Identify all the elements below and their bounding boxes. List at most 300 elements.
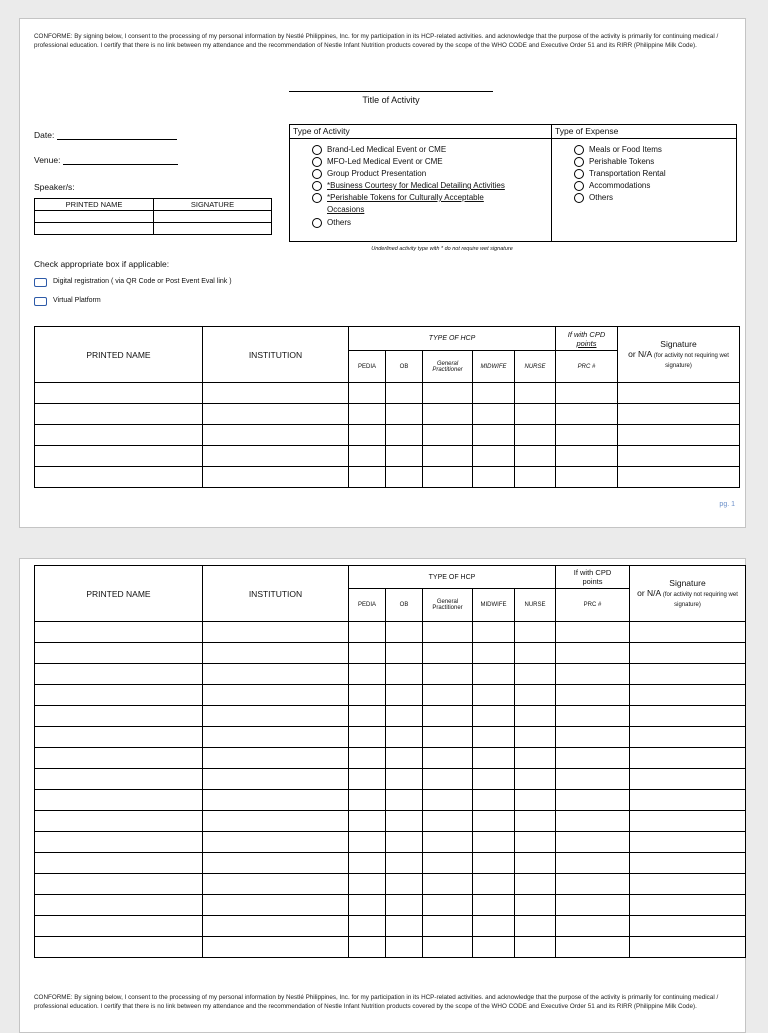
attendance-cell[interactable] (349, 404, 386, 425)
activity-radio-brand[interactable] (312, 145, 322, 155)
na-note: (for activity not requiring wet signature) (653, 352, 729, 369)
activity-option-label: Group Product Presentation (327, 169, 427, 178)
activity-radio-mfo[interactable] (312, 157, 322, 167)
col-cpd (556, 327, 618, 351)
attendance-cell[interactable] (630, 916, 746, 937)
attendance-cell[interactable] (473, 425, 515, 446)
attendance-cell[interactable] (473, 664, 515, 685)
attendance-cell[interactable] (203, 706, 349, 727)
attendance-cell[interactable] (515, 664, 556, 685)
attendance-row (35, 853, 746, 874)
col-cpd (556, 566, 630, 589)
attendance-cell[interactable] (349, 937, 386, 958)
attendance-cell[interactable] (515, 895, 556, 916)
attendance-cell[interactable] (35, 425, 203, 446)
attendance-cell[interactable] (203, 811, 349, 832)
attendance-cell[interactable] (203, 895, 349, 916)
attendance-cell[interactable] (473, 937, 515, 958)
attendance-cell[interactable] (423, 895, 473, 916)
col-type-of-hcp: TYPE OF HCP (349, 566, 556, 589)
attendance-cell[interactable] (35, 643, 203, 664)
attendance-cell[interactable] (35, 937, 203, 958)
title-line[interactable] (289, 91, 493, 92)
attendance-cell[interactable] (423, 811, 473, 832)
attendance-cell[interactable] (35, 748, 203, 769)
attendance-cell[interactable] (618, 467, 740, 488)
col-pedia: PEDIA (349, 589, 386, 622)
type-of-activity-box (289, 124, 552, 242)
attendance-cell[interactable] (556, 664, 630, 685)
venue-field[interactable] (34, 155, 178, 165)
attendance-cell[interactable] (349, 811, 386, 832)
attendance-cell[interactable] (386, 685, 423, 706)
signature-heading: Signature (660, 338, 697, 349)
attendance-row (35, 685, 746, 706)
speaker-cell[interactable] (154, 211, 272, 223)
attendance-cell[interactable] (203, 748, 349, 769)
digital-registration-label: Digital registration ( via QR Code or Post Event Eval link ) (53, 278, 232, 285)
attendance-cell[interactable] (35, 706, 203, 727)
attendance-cell[interactable] (556, 895, 630, 916)
attendance-cell[interactable] (35, 769, 203, 790)
conforme-text-page-2: CONFORME: By signing below, I consent to the processing of my personal information by Nestlé Philippines, Inc. for my participation in its HCP-related activities. and acknowledge that the purpose of the activity is primarily for continuing medical / professional education. I certify that there is no link between my attendance and the recommendation of Nestle Infant Nutrition products covered by the scope of the WHO CODE and Executive Order 51 and its RIRR (Philippine Milk Code). (34, 994, 719, 1010)
attendance-body-page-2 (35, 622, 746, 958)
attendance-cell[interactable] (423, 790, 473, 811)
attendance-cell[interactable] (515, 769, 556, 790)
type-of-activity-heading: Type of Activity (293, 126, 350, 136)
attendance-cell[interactable] (349, 769, 386, 790)
attendance-cell[interactable] (423, 446, 473, 467)
type-of-expense-box (551, 124, 737, 242)
virtual-platform-checkbox[interactable] (34, 297, 47, 306)
attendance-cell[interactable] (35, 685, 203, 706)
attendance-cell[interactable] (386, 853, 423, 874)
date-field[interactable] (34, 130, 177, 140)
attendance-cell[interactable] (473, 769, 515, 790)
attendance-cell[interactable] (349, 874, 386, 895)
attendance-body-page-1 (35, 383, 740, 488)
attendance-cell[interactable] (473, 727, 515, 748)
attendance-cell[interactable] (386, 404, 423, 425)
attendance-cell[interactable] (35, 916, 203, 937)
attendance-cell[interactable] (203, 769, 349, 790)
activity-radio-perishable[interactable] (312, 193, 322, 203)
attendance-cell[interactable] (386, 916, 423, 937)
attendance-cell[interactable] (556, 643, 630, 664)
attendance-cell[interactable] (515, 916, 556, 937)
cpd-line-2: points (576, 338, 597, 348)
col-pedia: PEDIA (349, 351, 386, 383)
attendance-cell[interactable] (423, 383, 473, 404)
attendance-cell[interactable] (423, 685, 473, 706)
attendance-cell[interactable] (556, 874, 630, 895)
attendance-cell[interactable] (349, 622, 386, 643)
attendance-cell[interactable] (386, 425, 423, 446)
speakers-label: Speaker/s: (34, 182, 75, 192)
activity-option-label: Others (327, 218, 352, 227)
attendance-row (35, 790, 746, 811)
attendance-cell[interactable] (203, 383, 349, 404)
attendance-cell[interactable] (473, 811, 515, 832)
date-line[interactable] (57, 139, 177, 140)
attendance-cell[interactable] (630, 937, 746, 958)
cpd-line-1: If with CPD (567, 329, 606, 339)
attendance-row (35, 916, 746, 937)
attendance-cell[interactable] (473, 446, 515, 467)
expense-option-label: Meals or Food Items (589, 145, 662, 154)
attendance-cell[interactable] (349, 664, 386, 685)
attendance-row (35, 425, 740, 446)
attendance-cell[interactable] (630, 664, 746, 685)
attendance-cell[interactable] (423, 664, 473, 685)
attendance-cell[interactable] (618, 383, 740, 404)
attendance-cell[interactable] (630, 685, 746, 706)
activity-radio-others[interactable] (312, 218, 322, 228)
attendance-cell[interactable] (386, 769, 423, 790)
attendance-cell[interactable] (618, 404, 740, 425)
attendance-cell[interactable] (473, 622, 515, 643)
attendance-cell[interactable] (35, 790, 203, 811)
attendance-cell[interactable] (630, 853, 746, 874)
attendance-cell[interactable] (423, 706, 473, 727)
attendance-cell[interactable] (349, 706, 386, 727)
attendance-cell[interactable] (203, 467, 349, 488)
attendance-cell[interactable] (349, 895, 386, 916)
expense-option-label: Transportation Rental (589, 169, 666, 178)
speaker-col-name: PRINTED NAME (35, 199, 154, 211)
col-institution: INSTITUTION (203, 566, 349, 622)
attendance-cell[interactable] (203, 425, 349, 446)
activity-option-label: *Perishable Tokens for Culturally Acceptable (327, 193, 484, 202)
attendance-cell[interactable] (386, 895, 423, 916)
attendance-cell[interactable] (473, 916, 515, 937)
expense-radio-transport[interactable] (574, 169, 584, 179)
attendance-cell[interactable] (515, 425, 556, 446)
col-gp: General Practitioner (423, 351, 473, 383)
attendance-cell[interactable] (515, 853, 556, 874)
attendance-cell[interactable] (386, 790, 423, 811)
attendance-cell[interactable] (386, 622, 423, 643)
attendance-cell[interactable] (423, 937, 473, 958)
speaker-table (34, 198, 272, 235)
activity-option-label: Brand-Led Medical Event or CME (327, 145, 447, 154)
check-label: Check appropriate box if applicable: (34, 259, 170, 269)
expense-option-label: Accommodations (589, 181, 651, 190)
col-ob: OB (386, 589, 423, 622)
attendance-table-page-2 (34, 565, 746, 958)
expense-option-label: Perishable Tokens (589, 157, 655, 166)
attendance-cell[interactable] (630, 832, 746, 853)
cpd-line-2: points (582, 577, 603, 586)
attendance-cell[interactable] (423, 853, 473, 874)
attendance-cell[interactable] (515, 874, 556, 895)
attendance-cell[interactable] (423, 727, 473, 748)
attendance-cell[interactable] (423, 622, 473, 643)
signature-heading: Signature (669, 577, 706, 588)
attendance-cell[interactable] (35, 895, 203, 916)
attendance-cell[interactable] (556, 727, 630, 748)
expense-radio-accommodations[interactable] (574, 181, 584, 191)
or-na-label: or N/A (637, 587, 662, 598)
digital-registration-checkbox[interactable] (34, 278, 47, 287)
attendance-row (35, 811, 746, 832)
attendance-cell[interactable] (35, 727, 203, 748)
attendance-cell[interactable] (349, 425, 386, 446)
expense-option-label: Others (589, 193, 614, 202)
attendance-cell[interactable] (556, 790, 630, 811)
attendance-cell[interactable] (35, 622, 203, 643)
activity-option-label: MFO-Led Medical Event or CME (327, 157, 443, 166)
attendance-cell[interactable] (349, 467, 386, 488)
attendance-cell[interactable] (203, 446, 349, 467)
speaker-cell[interactable] (35, 223, 154, 235)
attendance-cell[interactable] (423, 404, 473, 425)
attendance-cell[interactable] (423, 467, 473, 488)
attendance-cell[interactable] (386, 383, 423, 404)
attendance-cell[interactable] (203, 853, 349, 874)
attendance-cell[interactable] (386, 664, 423, 685)
attendance-cell[interactable] (386, 811, 423, 832)
attendance-cell[interactable] (515, 622, 556, 643)
attendance-cell[interactable] (515, 748, 556, 769)
or-na-wrap (630, 588, 745, 610)
attendance-cell[interactable] (349, 916, 386, 937)
attendance-cell[interactable] (515, 790, 556, 811)
attendance-cell[interactable] (35, 664, 203, 685)
attendance-cell[interactable] (556, 404, 618, 425)
attendance-cell[interactable] (349, 832, 386, 853)
attendance-cell[interactable] (473, 853, 515, 874)
attendance-cell[interactable] (515, 937, 556, 958)
attendance-row (35, 895, 746, 916)
attendance-cell[interactable] (515, 811, 556, 832)
attendance-cell[interactable] (473, 685, 515, 706)
attendance-cell[interactable] (386, 727, 423, 748)
attendance-cell[interactable] (35, 853, 203, 874)
expense-radio-others[interactable] (574, 193, 584, 203)
attendance-cell[interactable] (556, 832, 630, 853)
attendance-cell[interactable] (630, 643, 746, 664)
attendance-cell[interactable] (515, 727, 556, 748)
attendance-cell[interactable] (35, 832, 203, 853)
col-prc: PRC # (556, 589, 630, 622)
attendance-cell[interactable] (35, 446, 203, 467)
attendance-cell[interactable] (618, 446, 740, 467)
attendance-cell[interactable] (423, 425, 473, 446)
col-midwife: MIDWIFE (473, 351, 515, 383)
venue-line[interactable] (63, 164, 178, 165)
attendance-cell[interactable] (349, 727, 386, 748)
expense-radio-perishable[interactable] (574, 157, 584, 167)
page-number: pg. 1 (719, 501, 735, 508)
form-page-2 (19, 558, 746, 1033)
speaker-col-signature: SIGNATURE (154, 199, 272, 211)
virtual-platform-label: Virtual Platform (53, 297, 101, 304)
attendance-cell[interactable] (386, 874, 423, 895)
attendance-row (35, 937, 746, 958)
attendance-cell[interactable] (423, 748, 473, 769)
attendance-row (35, 404, 740, 425)
title-of-activity-label: Title of Activity (362, 95, 420, 105)
cpd-line-1: If with CPD (573, 568, 612, 577)
attendance-cell[interactable] (473, 383, 515, 404)
attendance-cell[interactable] (630, 706, 746, 727)
attendance-row (35, 748, 746, 769)
attendance-cell[interactable] (203, 790, 349, 811)
attendance-row (35, 467, 740, 488)
col-signature (630, 566, 746, 622)
col-ob: OB (386, 351, 423, 383)
attendance-cell[interactable] (556, 467, 618, 488)
attendance-row (35, 769, 746, 790)
col-type-of-hcp: TYPE OF HCP (349, 327, 556, 351)
attendance-cell[interactable] (556, 748, 630, 769)
attendance-cell[interactable] (203, 622, 349, 643)
attendance-cell[interactable] (349, 853, 386, 874)
attendance-cell[interactable] (473, 643, 515, 664)
venue-label: Venue: (34, 155, 61, 165)
attendance-cell[interactable] (515, 832, 556, 853)
attendance-cell[interactable] (556, 622, 630, 643)
attendance-cell[interactable] (630, 811, 746, 832)
attendance-cell[interactable] (618, 425, 740, 446)
attendance-cell[interactable] (349, 748, 386, 769)
attendance-cell[interactable] (423, 769, 473, 790)
attendance-row (35, 383, 740, 404)
attendance-cell[interactable] (423, 643, 473, 664)
attendance-cell[interactable] (386, 706, 423, 727)
col-institution: INSTITUTION (203, 327, 349, 383)
attendance-cell[interactable] (386, 832, 423, 853)
attendance-cell[interactable] (630, 769, 746, 790)
attendance-cell[interactable] (556, 853, 630, 874)
col-midwife: MIDWIFE (473, 589, 515, 622)
attendance-cell[interactable] (35, 811, 203, 832)
attendance-table-page-1 (34, 326, 740, 488)
attendance-row (35, 643, 746, 664)
attendance-cell[interactable] (203, 404, 349, 425)
attendance-cell[interactable] (349, 383, 386, 404)
col-signature (618, 327, 740, 383)
attendance-cell[interactable] (556, 769, 630, 790)
attendance-row (35, 832, 746, 853)
attendance-cell[interactable] (630, 790, 746, 811)
col-printed-name: PRINTED NAME (35, 327, 203, 383)
attendance-row (35, 874, 746, 895)
attendance-cell[interactable] (515, 706, 556, 727)
attendance-cell[interactable] (556, 916, 630, 937)
expense-radio-meals[interactable] (574, 145, 584, 155)
attendance-row (35, 727, 746, 748)
date-label: Date: (34, 130, 55, 140)
col-nurse: NURSE (515, 589, 556, 622)
attendance-cell[interactable] (473, 874, 515, 895)
attendance-cell[interactable] (473, 748, 515, 769)
col-printed-name: PRINTED NAME (35, 566, 203, 622)
attendance-cell[interactable] (473, 790, 515, 811)
attendance-cell[interactable] (556, 446, 618, 467)
speaker-cell[interactable] (154, 223, 272, 235)
activity-radio-group[interactable] (312, 169, 322, 179)
attendance-cell[interactable] (556, 383, 618, 404)
attendance-cell[interactable] (386, 748, 423, 769)
attendance-cell[interactable] (386, 937, 423, 958)
underline-note: Underlined activity type with * do not require wet signature (371, 246, 513, 252)
attendance-row (35, 622, 746, 643)
attendance-cell[interactable] (423, 916, 473, 937)
attendance-cell[interactable] (515, 404, 556, 425)
attendance-cell[interactable] (556, 706, 630, 727)
attendance-cell[interactable] (203, 916, 349, 937)
attendance-row (35, 664, 746, 685)
col-gp: General Practitioner (423, 589, 473, 622)
activity-option-label: *Business Courtesy for Medical Detailing Activities (327, 181, 505, 190)
attendance-cell[interactable] (35, 383, 203, 404)
speaker-cell[interactable] (35, 211, 154, 223)
or-na-wrap (618, 349, 739, 371)
attendance-cell[interactable] (203, 727, 349, 748)
attendance-cell[interactable] (35, 404, 203, 425)
attendance-cell[interactable] (630, 622, 746, 643)
type-of-expense-heading: Type of Expense (555, 126, 619, 136)
col-prc: PRC # (556, 351, 618, 383)
attendance-cell[interactable] (515, 643, 556, 664)
attendance-cell[interactable] (556, 811, 630, 832)
attendance-cell[interactable] (630, 895, 746, 916)
attendance-cell[interactable] (203, 937, 349, 958)
attendance-cell[interactable] (386, 467, 423, 488)
attendance-cell[interactable] (203, 874, 349, 895)
attendance-cell[interactable] (630, 748, 746, 769)
attendance-cell[interactable] (423, 832, 473, 853)
attendance-cell[interactable] (203, 664, 349, 685)
attendance-cell[interactable] (556, 937, 630, 958)
attendance-cell[interactable] (515, 685, 556, 706)
attendance-cell[interactable] (35, 467, 203, 488)
attendance-cell[interactable] (473, 706, 515, 727)
attendance-cell[interactable] (349, 685, 386, 706)
attendance-cell[interactable] (630, 727, 746, 748)
activity-radio-business-courtesy[interactable] (312, 181, 322, 191)
attendance-cell[interactable] (556, 425, 618, 446)
form-page-1 (19, 18, 746, 528)
attendance-cell[interactable] (473, 404, 515, 425)
attendance-cell[interactable] (349, 446, 386, 467)
attendance-cell[interactable] (473, 467, 515, 488)
attendance-cell[interactable] (349, 790, 386, 811)
attendance-cell[interactable] (203, 832, 349, 853)
attendance-cell[interactable] (630, 874, 746, 895)
activity-option-label: Occasions (327, 205, 365, 214)
attendance-cell[interactable] (423, 874, 473, 895)
attendance-row (35, 446, 740, 467)
attendance-cell[interactable] (556, 685, 630, 706)
col-nurse: NURSE (515, 351, 556, 383)
attendance-cell[interactable] (473, 895, 515, 916)
attendance-cell[interactable] (515, 383, 556, 404)
attendance-cell[interactable] (386, 446, 423, 467)
conforme-text: CONFORME: By signing below, I consent to the processing of my personal information by Nestlé Philippines, Inc. for my participation in its HCP-related activities. and acknowledge that the purpose of the activity is primarily for continuing medical / professional education. I certify that there is no link between my attendance and the recommendation of Nestle Infant Nutrition products covered by the scope of the WHO CODE and Executive Order 51 and its RIRR (Philippine Milk Code). (34, 33, 719, 49)
attendance-cell[interactable] (473, 832, 515, 853)
attendance-cell[interactable] (386, 643, 423, 664)
attendance-cell[interactable] (35, 874, 203, 895)
attendance-cell[interactable] (515, 467, 556, 488)
attendance-cell[interactable] (203, 685, 349, 706)
attendance-cell[interactable] (515, 446, 556, 467)
attendance-cell[interactable] (203, 643, 349, 664)
attendance-row (35, 706, 746, 727)
attendance-cell[interactable] (349, 643, 386, 664)
